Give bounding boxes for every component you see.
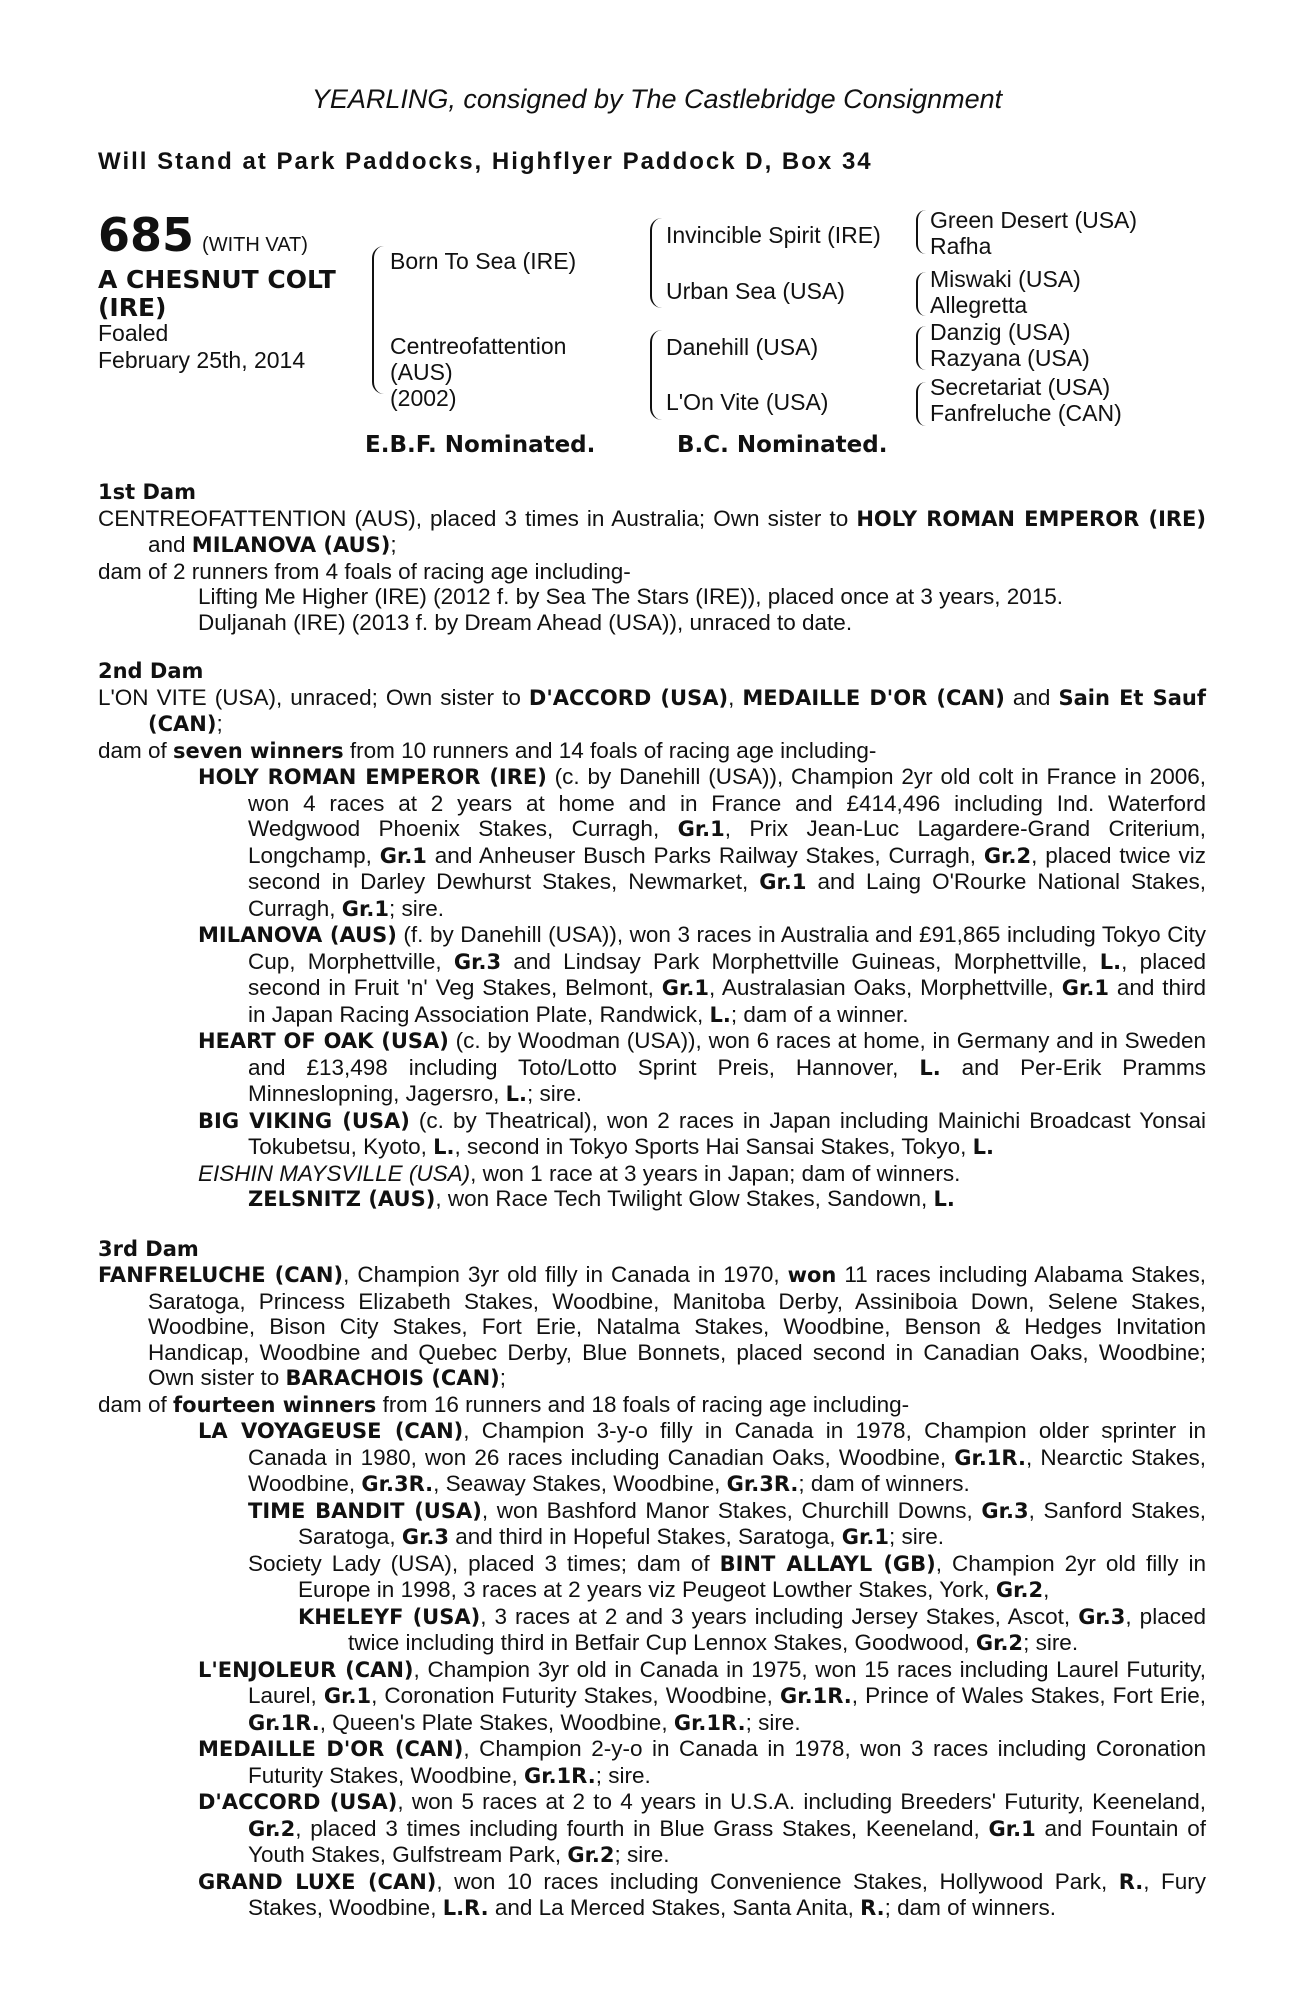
section-heading: 2nd Dam [98,659,204,683]
produce-entry [98,1789,1206,1869]
grade: Gr.1 [988,1816,1036,1841]
dam-sire: Danehill (USA) [666,334,819,360]
text: and third in Hopeful Stakes, Saratoga, [449,1524,842,1549]
pedigree-bracket [650,330,662,420]
produce-entry [98,1108,1206,1161]
ebf-nomination: E.B.F. Nominated. [365,432,596,458]
gg-dam: Allegretta [930,292,1028,318]
lot-header [98,208,308,262]
grade: Gr.1 [323,1684,372,1708]
dam-produce-line [98,738,1206,765]
text: Society Lady (USA), placed 3 times; dam of [248,1550,720,1576]
text: , placed 3 times including fourth in Blue Grass Stakes, Keeneland, [295,1815,989,1841]
horse-name: MEDAILLE D'OR (CAN) [742,685,1005,710]
grade: L. [433,1135,455,1159]
horse-name: KHELEYF (USA) [298,1604,481,1629]
grade: Gr.1 [341,896,389,921]
produce-entry: Lifting Me Higher (IRE) (2012 f. by Sea The Stars (IRE)), placed once at 3 years, 2015. [198,584,1063,609]
text: , Prince of Wales Stakes, Fort Erie, [851,1683,1206,1708]
text: and La Merced Stakes, Santa Anita, [488,1895,861,1920]
text: , won 1 race at 3 years in Japan; dam of winners. [470,1160,961,1186]
grade: L.R. [442,1896,489,1920]
produce-entry [98,1028,1206,1108]
bc-nomination: B.C. Nominated. [677,432,888,458]
text: , [728,684,743,710]
description-line: (IRE) [98,293,167,322]
produce-entry [98,1736,1206,1789]
grade: R. [1118,1869,1144,1894]
text: , Nearctic Stakes, Woodbine, [248,1444,1206,1496]
grade: Gr.1R. [673,1710,746,1735]
text: , second in Tokyo Sports Hai Sansai Stakes, Tokyo, [454,1134,973,1159]
text: and Anheuser Busch Parks Railway Stakes, Curragh, [426,842,984,868]
text: won [787,1263,837,1287]
horse-name: MILANOVA (AUS) [191,533,391,557]
text: dam of [98,737,174,763]
text: , Champion 3-y-o filly in Canada in 1978, Champion older sprinter in Canada in 1980, won 26 races including Canadian Oaks, Woodbine, [248,1418,1207,1470]
produce-entry [98,922,1206,1028]
text: ; [216,711,223,736]
horse-name: EISHIN MAYSVILLE (USA) [198,1160,471,1186]
text: , Champion 3yr old in Canada in 1975, won 15 races including Laurel Futurity, Laurel, [248,1656,1206,1708]
horse-name: LA VOYAGEUSE (CAN) [198,1419,464,1443]
text: and Laing O'Rourke National Stakes, Curragh, [248,869,1207,921]
horse-name: BARACHOIS (CAN) [285,1366,500,1390]
foaled-label: Foaled [98,320,169,346]
pedigree-bracket [916,326,926,370]
grade: Gr.3 [453,949,502,974]
horse-name: MEDAILLE D'OR (CAN) [198,1737,464,1761]
text: ; sire. [1023,1630,1079,1655]
text: 11 races including Alabama Stakes, Saratoga, Princess Elizabeth Stakes, Woodbine, Manitoba Derby, Assiniboia Down, Selene Stakes, Woodbine, Bison City Stakes, Fort Erie, Natalma Stakes, Woodbine, Benson & Hedges Invitation Handicap, Woodbine and Quebec Derby, Blue Bonnets, placed second in Canadian Oaks, Woodbine; Own sister to [148,1262,1206,1390]
horse-name: BIG VIKING (USA) [198,1108,410,1133]
grade: Gr.3 [981,1498,1029,1523]
dam-year: (2002) [390,385,457,411]
text: ; sire. [527,1081,583,1106]
grade: Gr.2 [995,1578,1044,1602]
grade: Gr.1R. [523,1763,596,1788]
gg-dam: Razyana (USA) [930,345,1090,371]
grade: Gr.2 [975,1631,1024,1655]
produce-entry [98,1186,1206,1213]
horse-name: GRAND LUXE (CAN) [198,1869,437,1894]
text: , won 5 races at 2 to 4 years in U.S.A. including Breeders' Futurity, Keeneland, [397,1789,1206,1814]
sire-dam: Urban Sea (USA) [666,278,845,304]
grade: Gr.1R. [248,1710,320,1735]
dam-paragraph [98,506,1206,559]
grade: Gr.2 [983,843,1032,868]
text: , Fury Stakes, Woodbine, [248,1868,1206,1920]
text: and [1004,684,1059,710]
text: , placed twice including third in Betfair Cup Lennox Stakes, Goodwood, [348,1603,1206,1655]
grade: L. [919,1055,941,1080]
text: ; [499,1365,507,1390]
text: and third in Japan Racing Association Plate, Randwick, [248,975,1206,1027]
grade: L. [505,1082,527,1106]
produce-entry [98,1551,1206,1604]
grade: Gr.1 [661,976,709,1000]
text: ; dam of a winner. [730,1001,909,1027]
text: and Lindsay Park Morphettville Guineas, Morphettville, [501,948,1100,974]
text: , won 10 races including Convenience Stakes, Hollywood Park, [436,1868,1119,1894]
lot-number: 685 [98,208,195,262]
grade: L. [1099,949,1122,974]
horse-name: TIME BANDIT (USA) [248,1498,482,1523]
text: , Sanford Stakes, Saratoga, [298,1497,1206,1549]
text: , won Bashford Manor Stakes, Churchill Downs, [481,1497,982,1523]
produce-entry [98,1418,1206,1498]
grade: Gr.1R. [954,1445,1026,1470]
text: dam of [98,1391,174,1417]
grade: Gr.3 [401,1525,450,1549]
produce-entry [98,1869,1206,1922]
grade: Gr.2 [248,1816,296,1841]
grade: L. [709,1002,731,1027]
section-heading: 3rd Dam [98,1236,199,1261]
text: (c. by Woodman (USA)), won 6 races at home, in Germany and in Sweden and £13,498 including Toto/Lotto Sprint Preis, Hannover, [248,1028,1206,1080]
horse-name: HOLY ROMAN EMPEROR (IRE) [198,765,547,789]
dam-name-line: (AUS) [390,359,453,385]
produce-entry [98,1498,1206,1551]
pedigree-bracket [916,382,926,426]
horse-name: HEART OF OAK (USA) [198,1029,449,1053]
foaled-info [98,320,305,374]
gg-dam: Rafha [930,233,992,259]
produce-entry [98,764,1206,922]
gg-sire: Secretariat (USA) [930,374,1111,400]
text: , Australasian Oaks, Morphettville, [708,975,1062,1000]
horse-name: MILANOVA (AUS) [198,923,397,947]
gg-sire: Green Desert (USA) [930,207,1138,233]
text: , 3 races at 2 and 3 years including Jersey Stakes, Ascot, [480,1603,1079,1629]
grade: Gr.1R. [780,1684,852,1708]
dam-produce-line: dam of 2 runners from 4 foals of racing age including- [98,558,631,584]
dam-paragraph [98,685,1206,738]
grade: Gr.1 [841,1525,889,1549]
text: and [148,532,192,557]
text: , placed twice viz second in Darley Dewhurst Stakes, Newmarket, [248,842,1206,894]
grade: Gr.1 [379,843,427,868]
horse-name: HOLY ROMAN EMPEROR (IRE) [856,506,1206,531]
location-heading: Will Stand at Park Paddocks, Highflyer Paddock D, Box 34 [98,148,873,175]
text: , Prix Jean-Luc Lagardere-Grand Criterium, Longchamp, [248,816,1206,868]
catalogue-body [98,480,1206,1922]
text: , Seaway Stakes, Woodbine, [433,1471,727,1496]
text: CENTREOFATTENTION (AUS), placed 3 times in Australia; Own sister to [98,505,857,531]
grade: R. [860,1896,885,1920]
text: ; sire. [614,1842,670,1867]
grade: Gr.3R. [361,1472,434,1496]
horse-name: D'ACCORD (USA) [198,1790,398,1814]
horse-name: Sain Et Sauf (CAN) [148,685,1206,736]
horse-name: ZELSNITZ (AUS) [248,1187,436,1211]
description-line: A CHESNUT COLT [98,265,336,294]
text: ; sire. [389,895,445,921]
text: and Per-Erik Pramms Minneslopning, Jagersro, [248,1054,1206,1106]
section-heading: 1st Dam [98,480,196,504]
sire: Born To Sea (IRE) [390,248,577,274]
dam-dam: L'On Vite (USA) [666,389,829,415]
foaled-date: February 25th, 2014 [98,347,306,373]
grade: Gr.1 [759,870,807,894]
produce-entry [98,1161,1206,1187]
pedigree-bracket [916,210,926,254]
dam [390,333,566,411]
vat-note: (WITH VAT) [202,234,308,256]
text: ; dam of winners. [798,1471,970,1496]
text: from 16 runners and 18 foals of racing age including- [376,1391,910,1417]
pedigree-bracket [916,272,926,316]
text: ; sire. [745,1709,801,1735]
grade: Gr.3R. [726,1472,799,1496]
text: , Champion 2-y-o in Canada in 1978, won 3 races including Coronation Futurity Stakes, Woodbine, [248,1736,1206,1788]
text: ; dam of winners. [884,1895,1056,1920]
winners-count: fourteen winners [173,1392,377,1417]
text: , Champion 3yr old filly in Canada in 1970, [343,1262,788,1287]
text: L'ON VITE (USA), unraced; Own sister to [98,684,529,710]
text: , placed second in Fruit 'n' Veg Stakes, Belmont, [248,948,1206,1000]
horse-name: D'ACCORD (USA) [528,685,729,710]
grade: L. [972,1135,995,1159]
horse-name: FANFRELUCHE (CAN) [98,1263,344,1287]
grade: Gr.2 [567,1843,615,1867]
text: and Fountain of Youth Stakes, Gulfstream Park, [248,1815,1206,1867]
consignment-heading: YEARLING, consigned by The Castlebridge Consignment [311,84,1003,114]
grade: L. [933,1187,955,1211]
text: , Champion 2yr old filly in Europe in 1998, 3 races at 2 years viz Peugeot Lowther Stakes, York, [298,1550,1206,1602]
text: , Queen's Plate Stakes, Woodbine, [319,1709,674,1735]
sire-sire: Invincible Spirit (IRE) [666,222,881,248]
produce-entry: Duljanah (IRE) (2013 f. by Dream Ahead (USA)), unraced to date. [198,609,853,635]
grade: Gr.1 [1061,976,1109,1000]
text: ; [390,532,397,557]
text: ; sire. [595,1762,651,1788]
lot-description [98,266,336,322]
grade: Gr.3 [1078,1604,1126,1629]
gg-dam: Fanfreluche (CAN) [930,400,1122,426]
text: , Coronation Futurity Stakes, Woodbine, [371,1683,781,1708]
dam-name-line: Centreofattention [390,333,567,359]
produce-entry [98,1604,1206,1657]
winners-count: seven winners [173,738,344,763]
text: (c. by Theatrical), won 2 races in Japan including Mainichi Broadcast Yonsai Tokubetsu, Kyoto, [248,1107,1206,1159]
horse-name: BINT ALLAYL (GB) [719,1551,936,1576]
text: (c. by Danehill (USA)), Champion 2yr old colt in France in 2006, won 4 races at 2 years at home and in France and £414,496 including Ind. Waterford Wedgwood Phoenix Stakes, Curragh, [248,764,1206,841]
horse-name: L'ENJOLEUR (CAN) [198,1657,414,1682]
pedigree-bracket [372,246,386,394]
produce-entry [98,1657,1206,1737]
text: from 10 runners and 14 foals of racing age including- [343,737,877,763]
gg-sire: Danzig (USA) [930,319,1071,345]
dam-produce-line [98,1392,1206,1419]
gg-sire: Miswaki (USA) [930,266,1081,292]
grade: Gr.1 [677,817,725,841]
text: , won Race Tech Twilight Glow Stakes, Sandown, [435,1186,934,1211]
pedigree-bracket [650,218,662,308]
text: (f. by Danehill (USA)), won 3 races in Australia and £91,865 including Tokyo City Cup, Morphettville, [248,922,1206,974]
text: ; sire. [888,1524,944,1549]
text: , [1043,1577,1050,1602]
dam-paragraph [98,1262,1206,1392]
